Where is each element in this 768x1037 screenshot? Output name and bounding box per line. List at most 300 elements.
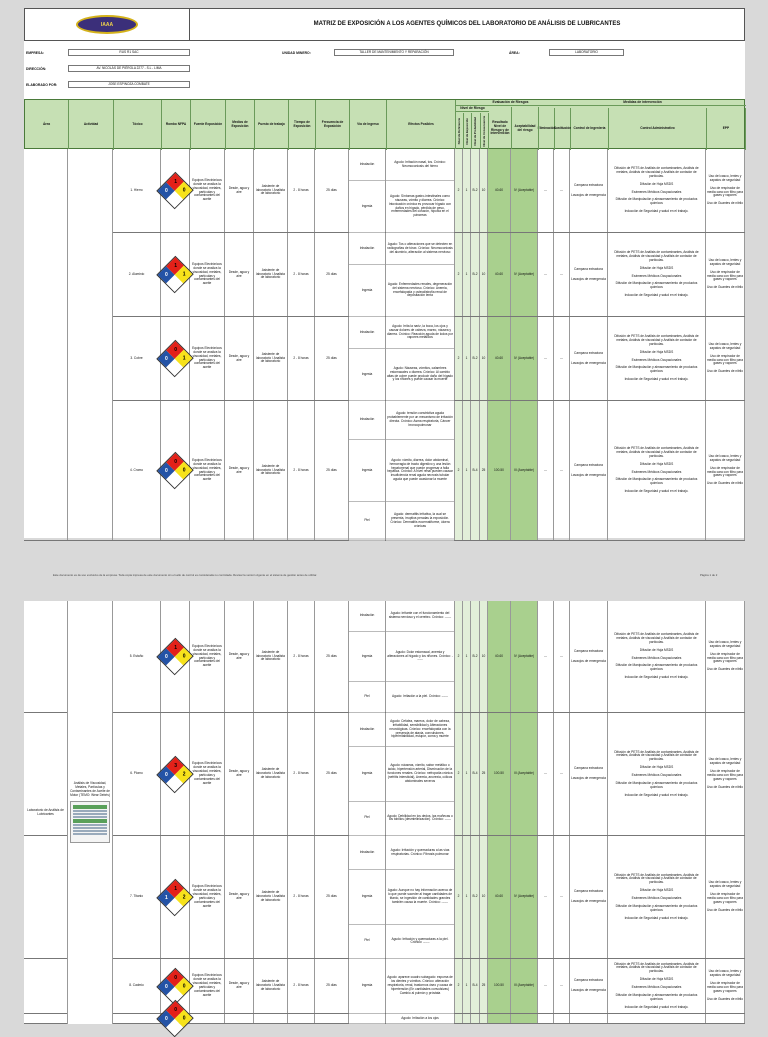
nfpa-health: 1 [158,889,175,906]
toxico-cell: 3. Cobre [113,317,161,400]
medios-cell: Desde, agua y aire [225,601,254,712]
control-adm-item: Difusión de Hoja MSDS [639,888,674,893]
sustitucion-cell [554,1014,570,1023]
control-adm-item: Exámenes Médicos Ocupacionales [631,773,682,777]
nivel-consecuencia: 25 [480,401,488,540]
sustitucion-cell: --- [554,959,570,1013]
header-toxico: Tóxico [114,100,162,150]
efecto-posible: Agudo: irritante con el funcionamiento del sistema nervioso y el cerebro. Crónico: ------ [386,601,454,632]
fuente-cell: Equipos Electrónicos donde se analiza la viscosidad, metales, partículas y contaminantes del aceite [190,959,225,1013]
header-area: Área [25,100,69,150]
puesto-cell: Asistente de laboratorio / Analista de laboratorio [254,601,288,712]
efecto-posible: Agudo: Irritación y quemaduras a las vías respiratorias. Crónico: Fibrosis pulmonar [386,836,454,870]
fuente-cell: Equipos Electrónicos donde se analiza la viscosidad, metales, partículas y contaminantes del aceite [190,149,225,232]
nivel-probabilidad: B-2 [471,317,480,400]
elaborado-label: ELABORADO POR: [26,83,58,87]
control-ing-item: Campana extractora [574,350,603,355]
via-ingreso: Ingesta [349,265,385,317]
via-ingreso: Ingesta [349,959,385,1014]
via-ingreso: Piel [349,502,385,541]
aceptabilidad: IV (Aceptable) [511,149,538,232]
epp-cell [706,959,745,1013]
nfpa-flammability: 1 [167,257,184,274]
nfpa-reactivity: 2 [175,888,192,905]
control-administrativo [608,601,706,712]
rombo-cell [161,233,190,316]
footer-page: Página 1 de 2 [700,573,718,577]
empresa-value: RUS R1 SAC [68,49,190,56]
fuente-cell: Equipos Electrónicos donde se analiza la viscosidad, metales, partículas y contaminantes del aceite [190,713,225,835]
frecuencia-cell: 25 días [315,401,349,540]
control-ingenieria [570,401,608,540]
tiempo-cell: 2 - 8 horas [288,149,315,232]
nivel-consecuencia: 10 [480,233,488,316]
nivel-exposicion: 1 [463,601,471,712]
actividad-cell [68,601,113,1024]
elaborado-value: JOSE ESPINOZA COMBATE [68,81,190,88]
epp-cell [706,713,745,835]
header-np-label: Nivel de Probabilidad [473,117,478,146]
nivel-consecuencia: 25 [480,713,488,835]
control-ing-item: Lavaojos de emergencia [571,472,606,477]
aceptabilidad: III (Aceptable) [511,401,538,540]
efectos-column [386,959,455,1013]
control-adm-item: Inducción de Seguridad y salud en el trabajo. [624,792,689,797]
tiempo-cell [288,1014,315,1023]
efectos-column [386,149,455,232]
nivel-consecuencia: 10 [480,601,488,712]
eliminacion-cell: --- [538,401,554,540]
aceptabilidad [511,1014,538,1023]
via-ingreso: Ingesta [349,181,385,233]
table-row [24,836,745,959]
control-ing-item: Campana extractora [574,462,603,467]
toxico-cell: 8. Cadmio [113,959,161,1013]
nfpa-diamond-icon [156,256,193,293]
unidad-value: TALLER DE MANTENIMIENTO Y REPARACIÓN [334,49,454,56]
document-title: MATRIZ DE EXPOSICIÓN A LOS AGENTES QUÍMICOS DEL LABORATORIO DE ANÁLISIS DE LUBRICANTES [313,20,621,27]
control-adm-item: Difusión de PETS de Análisis de contaminantes, Análisis de metales, Análisis de viscosidad y Análisis de contador de partículas. [614,334,699,346]
efecto-posible: Agudo: dermatitis irritativa, la cual se presenta, irruptiva peradas la exposición. Crónico: Dermatitis eccematiforme, úlcera crónicas [386,502,454,541]
control-administrativo [608,959,706,1013]
control-adm-item: Inducción de Seguridad y salud en el trabajo. [624,915,689,920]
epp-item: Uso de respirador de media cara con filtro para gases y vapores [707,269,743,282]
epp-item: Uso de Guantes de nitrilo [707,201,743,206]
via-ingreso: Inhalación [349,317,385,349]
nivel-riesgo: 40-60 [488,601,511,712]
nfpa-flammability: 0 [167,341,184,358]
control-administrativo [608,836,706,958]
via-ingreso: Inhalación [349,149,385,181]
nivel-exposicion: 1 [463,713,471,835]
control-adm-item: Difusión de PETS de Análisis de contaminantes, Análisis de metales, Análisis de viscosidad y Análisis de contador de partículas. [614,446,699,458]
efecto-posible: Agudo: Dolor estomacal, anemia y alteraciones al hígado y los riñones. Crónico: ------ [386,632,454,682]
nfpa-reactivity: 0 [175,462,192,479]
nivel-exposicion: 1 [463,836,471,958]
via-ingreso: Piel [349,802,385,836]
puesto-cell: Asistente de laboratorio / Analista de laboratorio [254,713,288,835]
puesto-cell: Asistente de laboratorio / Analista de laboratorio [254,959,288,1013]
frecuencia-cell: 25 días [315,317,349,400]
actividad-span-cell [68,149,113,538]
tiempo-cell: 2 - 8 horas [288,233,315,316]
sustitucion-cell: --- [554,713,570,835]
nivel-exposicion: 1 [463,317,471,400]
nfpa-diamond-icon [156,638,193,675]
epp-cell [706,1014,745,1023]
table-row [24,959,745,1014]
epp-item: Uso de Guantes de nitrilo [707,784,743,789]
epp-item: Uso del casco, lentes y zapatos de seguridad [708,639,742,648]
epp-item: Uso de respirador de media cara con filtro para gases y vapores [707,892,743,904]
page-2 [24,601,745,1024]
nivel-probabilidad: B-2 [471,149,480,232]
header-nivel-riesgo: Nivel de Riesgo [456,107,489,112]
epp-item: Uso de respirador de media cara con filtro para gases y vapores [707,981,743,993]
frecuencia-cell: 25 días [315,149,349,232]
footer-note: Este documento es de uso exclusivo de la empresa. Toda copia impresa de este documento sin el sello de control es considerada no controlada. Revisar la versión vigente en el sistema de gestión antes de utilizar. [53,573,318,577]
puesto-cell: Asistente de laboratorio / Analista de laboratorio [254,401,288,540]
puesto-cell: Asistente de laboratorio / Analista de laboratorio [254,149,288,232]
header-acept: Aceptabilidad del riesgo [512,107,539,150]
header-fuente: Fuente Exposición [191,100,226,150]
medios-cell: Desde, agua y aire [225,836,254,958]
eliminacion-cell: --- [538,959,554,1013]
tiempo-cell: 2 - 8 horas [288,317,315,400]
rombo-cell [161,836,190,958]
epp-item: Uso de respirador de media cara con filtro para gases y vapores [707,185,743,198]
via-ingreso: Inhalación [349,233,385,265]
control-ingenieria [570,149,608,232]
table-row [24,317,745,401]
header-efectos: Efectos Posibles [387,100,456,150]
header-nc [481,113,489,150]
control-ing-item: Lavaojos de emergencia [571,360,606,365]
control-adm-item: Exámenes Médicos Ocupacionales [631,357,682,362]
nivel-riesgo [488,1014,511,1023]
sustitucion-cell: --- [554,233,570,316]
efecto-posible: Agudo: Irritación a los ojos [386,1014,454,1024]
nfpa-flammability: 1 [167,880,184,897]
efectos-column [386,317,455,400]
efectos-column [386,233,455,316]
efectos-column [386,601,455,712]
nfpa-flammability: 0 [167,969,184,986]
control-adm-item: Difusión de Manipulación y almacenamiento de productos químicos [615,903,698,912]
header-medidas-group: Medidas de intervención [539,101,746,106]
epp-item: Uso de Guantes de nitrilo [707,369,743,374]
rombo-cell [161,713,190,835]
control-administrativo [608,149,706,232]
control-ingenieria [570,233,608,316]
control-adm-item: Difusión de Manipulación y almacenamiento de productos químicos [615,197,698,206]
nivel-riesgo: 40-60 [488,317,511,400]
efecto-posible: Agudo: aparece cuadro subagudo: espuma de los dientes y vómitos. Crónico: alteración respiratoria, renal, trastornos óseo y causa de hipertensión (En cantidades convulsivas) Cambio al pulmón y próstata [386,959,454,1014]
control-administrativo [608,317,706,400]
efecto-posible: Agudo: Irrita la nariz, la boca, los ojos y causar dolores de cabeza, mareo, náusea y diarrea. Crónico: Reacción aguda de lodos por vapores metálicos [386,317,454,349]
via-column [349,836,386,958]
control-adm-item: Exámenes Médicos Ocupacionales [631,469,682,474]
nfpa-reactivity: 0 [175,1010,192,1027]
control-ing-item: Campana extractora [574,978,603,983]
medios-cell: Desde, agua y aire [225,233,254,316]
rombo-cell [161,1006,190,1023]
sustitucion-cell: --- [554,836,570,958]
nfpa-flammability: 1 [167,173,184,190]
header-ne-label: Nivel de Exposición [464,118,469,145]
nivel-exposicion: 1 [463,401,471,540]
eliminacion-cell: --- [538,601,554,712]
control-ing-item: Lavaojos de emergencia [571,776,606,780]
efecto-posible: Agudo: Aunque no hay información acerca de lo que puede suceder al tragar cantidades de titanio, se ingestión de cantidades grandes también causa la muerte. Crónico: ------ [386,870,454,925]
epp-item: Uso de Guantes de nitrilo [707,285,743,290]
toxico-cell: 1. Hierro [113,149,161,232]
nfpa-health: 0 [158,462,175,479]
nfpa-reactivity: 0 [175,182,192,199]
nivel-probabilidad: B-4 [471,713,480,835]
efectos-column [386,1014,455,1023]
control-adm-item: Difusión de PETS de Análisis de contaminantes, Análisis de metales, Análisis de viscosidad y Análisis de contador de partículas. [614,872,699,885]
control-adm-item: Difusión de Manipulación y almacenamiento de productos químicos [615,780,698,789]
via-ingreso: Inhalación [349,601,385,632]
nfpa-reactivity: 0 [175,648,192,665]
direccion-value: AV. NICOLÁS DE PIÉROLA 2277 - S.L - LIMA [68,65,190,72]
control-adm-item: Difusión de Hoja MSDS [639,461,674,466]
toxico-cell: 4. Cromo [113,401,161,540]
nivel-probabilidad: B-2 [471,836,480,958]
via-ingreso: Inhalación [349,836,385,870]
nivel-deficiencia [455,1014,463,1023]
efectos-column [386,401,455,540]
nfpa-flammability: 0 [167,453,184,470]
medios-cell [225,1014,254,1023]
nivel-deficiencia: 2 [455,149,463,232]
control-administrativo [608,713,706,835]
control-adm-item: Difusión de Manipulación y almacenamiento de productos químicos [615,992,698,1001]
control-ingenieria [570,601,608,712]
via-ingreso: Piel [349,682,385,713]
nivel-exposicion [463,1014,471,1023]
nivel-deficiencia: 2 [455,959,463,1013]
area-name: Laboratorio de Análisis de Lubricantes [27,807,64,816]
sustitucion-cell: --- [554,601,570,712]
control-ing-item: Lavaojos de emergencia [571,899,606,903]
epp-item: Uso de Guantes de nitrilo [707,667,743,672]
rombo-cell [161,601,190,712]
nfpa-flammability: 3 [167,757,184,774]
aceptabilidad: III (Aceptable) [511,959,538,1013]
toxico-cell [113,1014,161,1023]
control-ingenieria [570,836,608,958]
via-column [349,401,386,540]
nfpa-diamond-icon [156,878,193,915]
control-ing-item: Campana extractora [574,182,603,187]
nivel-riesgo: 40-60 [488,836,511,958]
control-ingenieria [570,317,608,400]
tiempo-cell: 2 - 8 horas [288,959,315,1013]
control-ingenieria [570,959,608,1013]
control-ing-item: Campana extractora [574,889,603,894]
nfpa-health: 0 [158,1010,175,1027]
aceptabilidad: IV (Aceptable) [511,601,538,712]
via-column [349,149,386,232]
frecuencia-cell: 25 días [315,601,349,712]
control-adm-item: Exámenes Médicos Ocupacionales [631,985,682,989]
efecto-posible: Agudo: vómito, diarrea, dolor abdominal, hemorragia de tracto digestivo y una lesión hepatorrenal que puede progresar a falla hepática. Crónico: A nivel renal pueden causar insuficiencia renal aguda necrosis tubular aguda que puede ocasionar la muerte [386,440,454,502]
nfpa-reactivity: 2 [175,765,192,782]
nivel-exposicion: 1 [463,149,471,232]
page-1 [24,8,745,538]
via-column [349,233,386,316]
epp-item: Uso de Guantes de nitrilo [707,481,743,486]
epp-cell [706,149,745,232]
tiempo-cell: 2 - 8 horas [288,836,315,958]
via-ingreso [349,1014,385,1024]
eliminacion-cell: --- [538,836,554,958]
nivel-riesgo: 40-60 [488,149,511,232]
aceptabilidad: IV (Aceptable) [511,317,538,400]
frecuencia-cell: 25 días [315,713,349,835]
nivel-probabilidad: B-2 [471,601,480,712]
control-ingenieria [570,713,608,835]
nfpa-diamond-icon [156,755,193,792]
control-adm-item: Difusión de Hoja MSDS [639,765,674,770]
nivel-consecuencia [480,1014,488,1023]
nfpa-reactivity: 0 [175,977,192,994]
toxico-cell: 6. Plomo [113,713,161,835]
eliminacion-cell: --- [538,317,554,400]
header-eval-group: Evaluación de Riesgos [456,101,565,106]
direccion-label: DIRECCIÓN: [26,67,47,71]
nivel-consecuencia: 10 [480,149,488,232]
nivel-probabilidad: B-4 [471,959,480,1013]
efecto-posible: Agudo: Enfermedades renales, degeneración del sistema nervioso. Crónico: Anemia, encefalopatía y osteodistrofia renal de depositación lenta [386,265,454,317]
medios-cell: Desde, agua y aire [225,149,254,232]
nivel-consecuencia: 10 [480,836,488,958]
via-column [349,317,386,400]
control-adm-item: Difusión de Hoja MSDS [639,349,674,354]
efecto-posible: Agudo: Irritación nasal, tos. Crónico: Neumoconiosis del hierro [386,149,454,181]
nivel-consecuencia: 10 [480,317,488,400]
nivel-deficiencia: 2 [455,401,463,540]
header-rombo: Rombo NFPA [162,100,191,150]
control-adm-item: Inducción de Seguridad y salud en el trabajo. [624,489,689,494]
header-puesto: Puesto de trabajo [255,100,289,150]
epp-item: Uso de Guantes de nitrilo [707,996,743,1001]
control-ing-item: Campana extractora [574,648,603,653]
header-nd [456,113,464,150]
header-ne [464,113,472,150]
efecto-posible: Agudo: Irritación a la piel. Crónico: ------ [386,682,454,713]
fuente-cell: Equipos Electrónicos donde se analiza la viscosidad, metales, partículas y contaminantes del aceite [190,233,225,316]
control-adm-item: Difusión de PETS de Análisis de contaminantes, Análisis de metales, Análisis de viscosidad y Análisis de contador de partículas. [614,961,699,974]
efecto-posible: Agudo: Tos o alteraciones que se detecten en radiografías de tórax. Crónico: Neumoconiosis del aluminio, alteración al sistema nervioso [386,233,454,265]
control-adm-item: Inducción de Seguridad y salud en el trabajo. [624,293,689,298]
frecuencia-cell: 25 días [315,233,349,316]
tiempo-cell: 2 - 8 horas [288,601,315,712]
efecto-posible: Agudo: Debilidad en los dedos, las muñecas o los tobillos (desmielinización). Crónico: ------ [386,802,454,836]
control-adm-item: Exámenes Médicos Ocupacionales [631,896,682,900]
tiempo-cell: 2 - 8 horas [288,713,315,835]
nivel-deficiencia: 2 [455,836,463,958]
puesto-cell [254,1014,288,1023]
header-sust: Sustitución [555,108,571,150]
nfpa-reactivity: 1 [175,266,192,283]
nfpa-reactivity: 1 [175,350,192,367]
control-adm-item: Inducción de Seguridad y salud en el trabajo. [624,209,689,214]
control-adm-item: Inducción de Seguridad y salud en el trabajo. [624,377,689,382]
nivel-probabilidad: B-4 [471,401,480,540]
header-np [472,113,481,150]
fuente-cell: Equipos Electrónicos donde se analiza la viscosidad, metales, partículas y contaminantes del aceite [190,601,225,712]
table-header [24,99,745,149]
table-row [24,713,745,836]
via-column [349,713,386,835]
control-adm-item: Difusión de Hoja MSDS [639,265,674,270]
rombo-cell [161,149,190,232]
document-header [24,8,745,41]
area-label: ÁREA: [509,51,520,55]
via-ingreso: Inhalación [349,713,385,747]
epp-item: Uso del casco, lentes y zapatos de seguridad [708,453,742,462]
control-adm-item: Exámenes Médicos Ocupacionales [631,655,682,660]
header-tiempo: Tiempo de Exposición [289,100,316,150]
epp-cell [706,317,745,400]
header-nc-label: Nivel de Consecuencia [481,116,486,147]
epp-cell [706,601,745,712]
fuente-cell: Equipos Electrónicos donde se analiza la viscosidad, metales, partículas y contaminantes del aceite [190,401,225,540]
nfpa-flammability: 0 [167,1001,184,1018]
aceptabilidad: III (Aceptable) [511,713,538,835]
control-adm-item: Difusión de Hoja MSDS [639,181,674,186]
control-adm-item: Difusión de Hoja MSDS [639,647,674,652]
via-column [349,1014,386,1023]
unidad-label: UNIDAD MINERO: [282,51,311,55]
epp-item: Uso del casco, lentes y zapatos de seguridad [708,757,742,766]
frecuencia-cell: 25 días [315,959,349,1013]
epp-item: Uso del casco, lentes y zapatos de seguridad [708,880,742,889]
control-adm-item: Difusión de Manipulación y almacenamiento de productos químicos [615,281,698,290]
nivel-riesgo: 100-50 [488,713,511,835]
via-ingreso: Ingesta [349,440,385,502]
nfpa-health: 0 [158,266,175,283]
empresa-label: EMPRESA: [26,51,44,55]
sustitucion-cell: --- [554,317,570,400]
control-ing-item: Lavaojos de emergencia [571,658,606,663]
actividad-name: Análisis de Viscosidad, Metales, Partículas y Contaminantes de Aceite de Motor (TEMO: Wear Debris) [70,781,110,797]
epp-item: Uso de respirador de media cara con filtro para gases y vapores [707,465,743,478]
eliminacion-cell: --- [538,713,554,835]
header-epp: EPP [707,108,746,150]
header-via: Vía de Ingreso [350,100,387,150]
nfpa-health: 0 [158,182,175,199]
control-adm-item: Difusión de PETS de Análisis de contaminantes, Análisis de metales, Análisis de viscosidad y Análisis de contador de partículas. [614,749,699,762]
epp-cell [706,836,745,958]
epp-item: Uso del casco, lentes y zapatos de seguridad [708,173,742,182]
via-ingreso: Ingesta [349,870,385,925]
toxico-cell: 7. Titanio [113,836,161,958]
area-name-cell [24,601,68,1024]
efecto-posible: Agudo: náuseas, vómito, sabor metálico o ácido, hipertensión arterial, Disminución de la funciones renales. Crónico: nefropatía crónica (nefritis intersticial), Anemia, anorexia, cólicos abdominales severos [386,747,454,802]
header-frecuencia: Frecuencia de Exposición [316,100,350,150]
medios-cell: Desde, agua y aire [225,317,254,400]
fuente-cell: Equipos Electrónicos donde se analiza la viscosidad, metales, partículas y contaminantes del aceite [190,836,225,958]
control-ing-item: Lavaojos de emergencia [571,988,606,992]
puesto-cell: Asistente de laboratorio / Analista de laboratorio [254,317,288,400]
control-ingenieria [570,1014,608,1023]
header-medios: Medios de Exposición [226,100,255,150]
control-adm-item: Difusión de Manipulación y almacenamiento de productos químicos [615,663,698,672]
